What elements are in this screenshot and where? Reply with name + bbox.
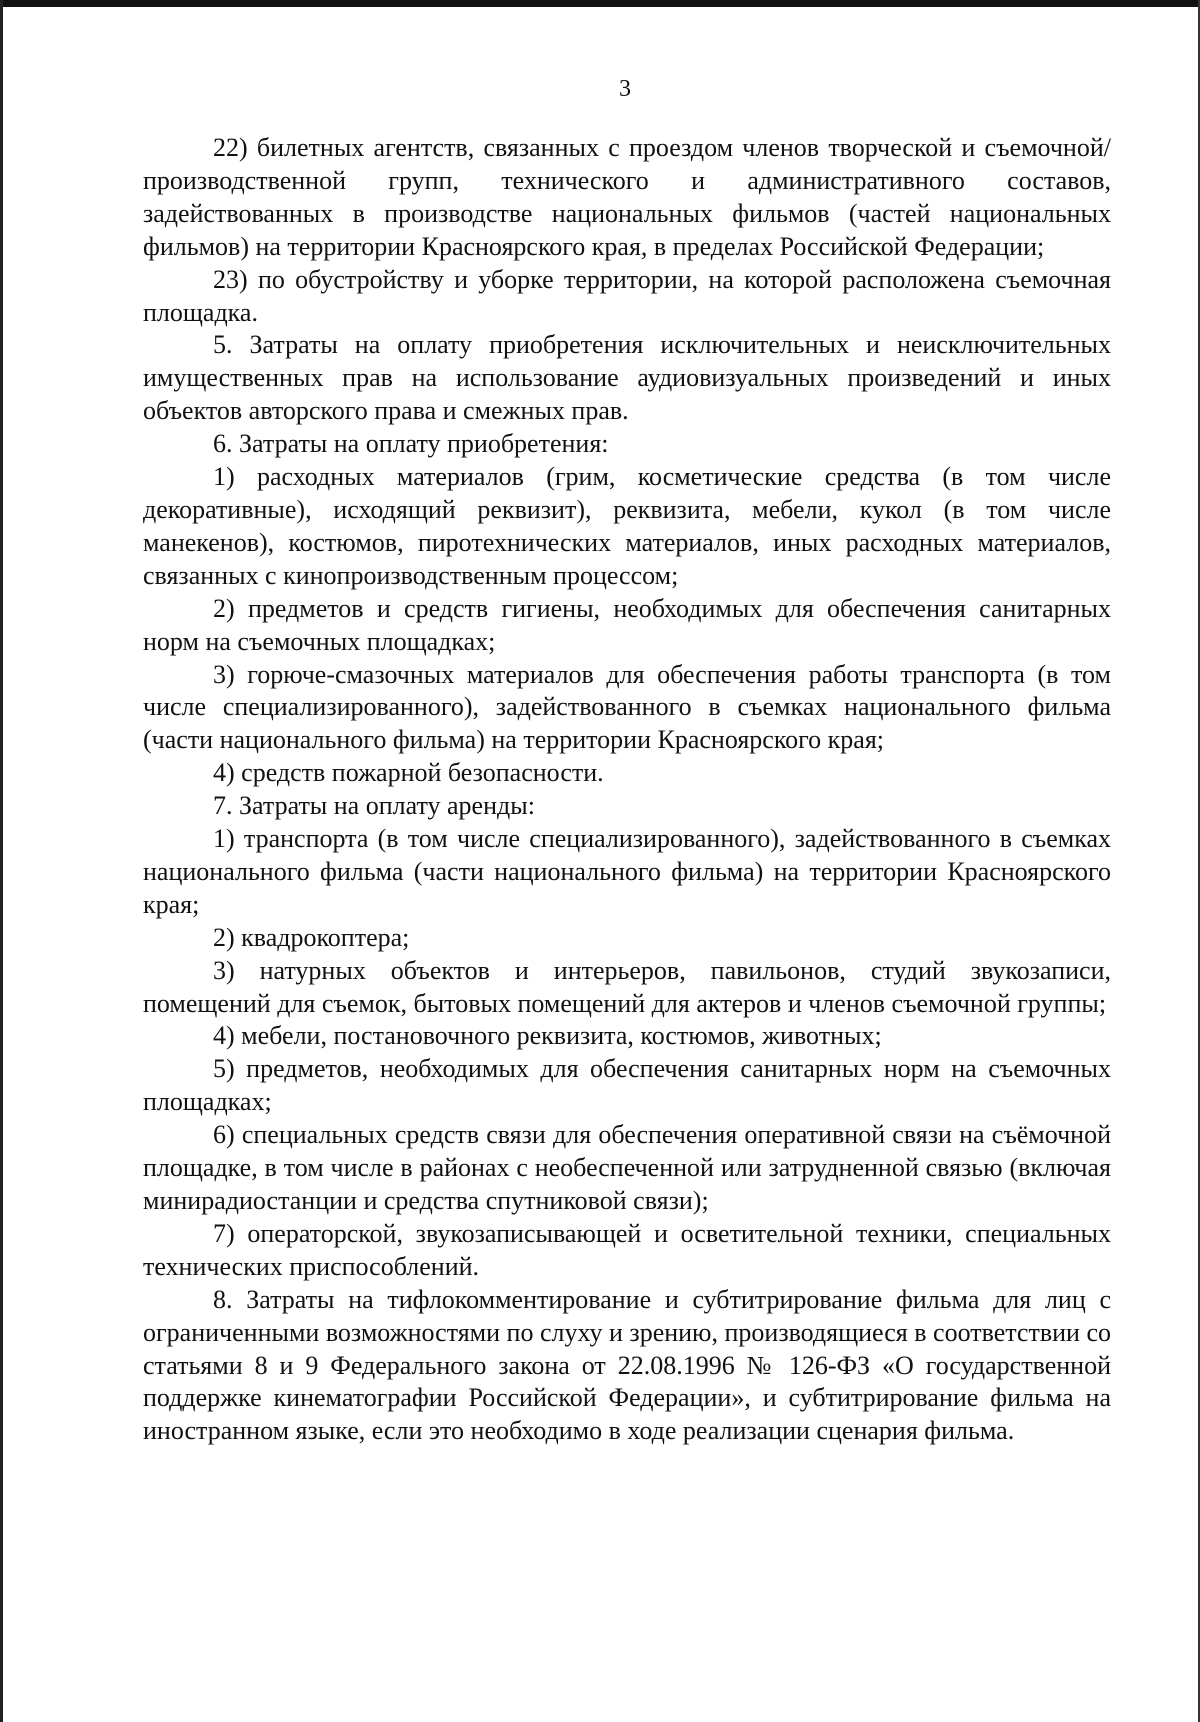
- page-number: 3: [619, 76, 631, 102]
- paragraph-6-4-fire-safety: 4) средств пожарной безопасности.: [213, 758, 604, 788]
- scan-border-top: [0, 0, 1200, 7]
- document-body: [143, 132, 1111, 1448]
- paragraph-7-2-quadcopter: 2) квадрокоптера;: [213, 922, 410, 952]
- paragraph-6-2-hygiene: 2) предметов и средств гигиены, необходимых для обеспечения санитарных норм на съемочных площадках;: [143, 593, 1111, 656]
- paragraph-7-6-communications: 6) специальных средств связи для обеспечения оперативной связи на съёмочной площадке, в том числе в районах с необеспеченной или затрудненной связью (включая минирадиостанции и средства спутниковой связи);: [143, 1120, 1111, 1215]
- scan-border-left: [0, 0, 3, 1722]
- paragraph-7-rental-costs: 7. Затраты на оплату аренды:: [213, 791, 535, 821]
- paragraph-7-1-transport: 1) транспорта (в том числе специализированного), задействованного в съемках национального фильма (части национального фильма) на территории Красноярского края;: [143, 824, 1111, 919]
- paragraph-7-7-equipment: 7) операторской, звукозаписывающей и осветительной техники, специальных технических приспособлений.: [143, 1218, 1111, 1281]
- paragraph-6-1-consumables: 1) расходных материалов (грим, косметические средства (в том числе декоративные), исходящий реквизит), реквизита, мебели, кукол (в том числе манекенов), костюмов, пиротехнических материалов, иных расходных материалов, связанных с кинопроизводственным процессом;: [143, 462, 1111, 590]
- paragraph-6-3-fuel: 3) горюче-смазочных материалов для обеспечения работы транспорта (в том числе специализированного), задействованного в съемках национального фильма (части национального фильма) на территории Красноярского края;: [143, 659, 1111, 755]
- paragraph-23-site-cleanup: 23) по обустройству и уборке территории, на которой расположена съемочная площадка.: [143, 264, 1111, 327]
- paragraph-6-purchase-costs: 6. Затраты на оплату приобретения:: [213, 429, 609, 459]
- paragraph-7-5-sanitary: 5) предметов, необходимых для обеспечения санитарных норм на съемочных площадках;: [143, 1054, 1111, 1117]
- paragraph-7-4-furniture: 4) мебели, постановочного реквизита, костюмов, животных;: [213, 1021, 882, 1051]
- paragraph-22-ticket-agencies: 22) билетных агентств, связанных с проездом членов творческой и съемочной/производственной групп, технического и административного составов, задействованных в производстве национальных фильмов (частей национальных фильмов) на территории Красноярского края, в пределах Российской Федерации;: [143, 133, 1111, 261]
- paragraph-5-rights-costs: 5. Затраты на оплату приобретения исключительных и неисключительных имущественных прав на использование аудиовизуальных произведений и иных объектов авторского права и смежных прав.: [143, 330, 1111, 426]
- paragraph-8-subtitles: 8. Затраты на тифлокомментирование и субтитрирование фильма для лиц с ограниченными возможностями по слуху и зрению, производящиеся в соответствии со статьями 8 и 9 Федерального закона от 22.08.1996 № 126-ФЗ «О государственной поддержке кинематографии Российской Федерации», и субтитрирование фильма на иностранном языке, если это необходимо в ходе реализации сценария фильма.: [143, 1284, 1111, 1446]
- paragraph-7-3-locations: 3) натурных объектов и интерьеров, павильонов, студий звукозаписи, помещений для съемок, бытовых помещений для актеров и членов съемочной группы;: [143, 955, 1111, 1018]
